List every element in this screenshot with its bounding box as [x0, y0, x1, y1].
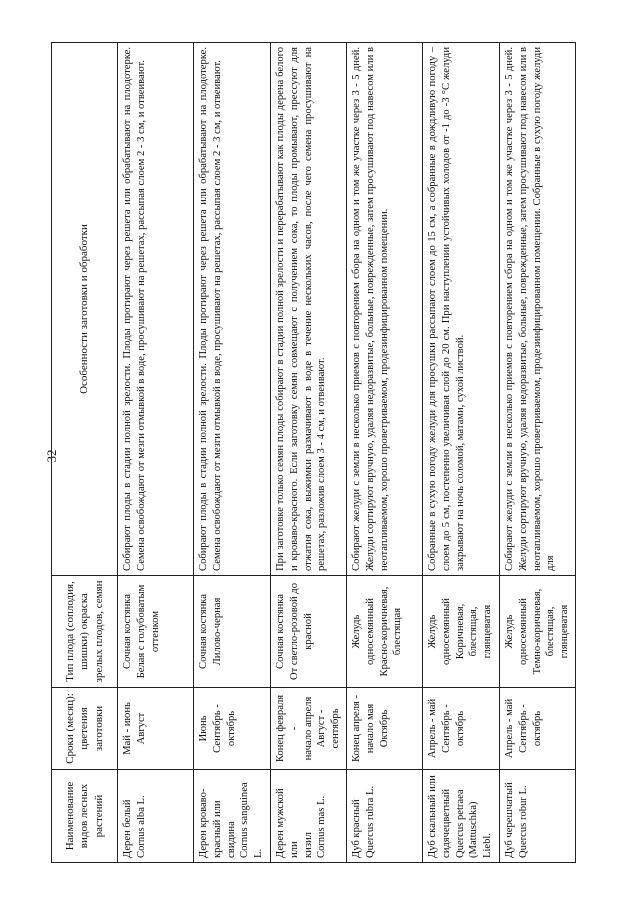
- fruit-cell: [423, 576, 500, 688]
- period-cell-line: Октябрь: [378, 709, 390, 748]
- rotated-table-container: [51, 43, 569, 863]
- period-cell: [423, 688, 500, 770]
- notes-cell: При заготовке только семян плоды собирают в стадии полной зрелости и перерабатывают как плоды дерена белого и кроваво-красного. Если заготовку семян совмещают с получением сока, то плоды промывают, прессуют для отжатия сока, выжимки размачивают в воде в течение нескольких часов, после чего семена просушивают на решетах, разложив слоем 3 - 4 см, и отвеивают.: [271, 43, 347, 576]
- fruit-cell-line: Белая с голубоватым: [135, 584, 147, 679]
- table-row: [500, 43, 576, 863]
- period-cell: [271, 688, 347, 770]
- species-cell: [347, 770, 423, 863]
- period-cell: [500, 688, 576, 770]
- species-cell-line: Cornus sanguinea L.: [239, 782, 265, 858]
- species-cell-line: сидячецветный: [440, 788, 452, 858]
- period-cell-line: Август - сентябрь: [316, 708, 342, 749]
- page-number: 32: [44, 449, 59, 463]
- fruit-cell-line: Сочная костянка: [275, 594, 286, 669]
- fruit-cell-line: блестящая, глянцеватая: [545, 604, 571, 659]
- seed-harvest-table: [51, 42, 576, 863]
- species-cell-line: Дерен кроваво-: [198, 788, 209, 858]
- fruit-cell-line: Коричневая, блестящая,: [454, 603, 480, 660]
- species-cell: [271, 770, 347, 863]
- fruit-cell: [347, 576, 423, 688]
- species-cell-line: Quercus petraea: [454, 789, 466, 858]
- period-cell-line: Июнь: [198, 715, 209, 742]
- period-cell-line: октябрь: [531, 710, 543, 747]
- fruit-cell-line: Сочная костянка: [122, 594, 133, 669]
- fruit-cell-line: Сочная костянка: [198, 594, 209, 669]
- fruit-cell: [194, 576, 271, 688]
- period-cell-line: октябрь: [225, 710, 237, 747]
- header-species: Наименование видов лесных растений: [52, 770, 118, 863]
- species-cell-line: Quercus rubra L.: [364, 785, 376, 858]
- period-cell-line: Май - июнь: [122, 702, 133, 755]
- species-cell-line: Дуб скальный или: [427, 775, 438, 858]
- species-cell-line: Дуб черешчатый: [504, 782, 515, 858]
- period-cell-line: Август: [135, 712, 147, 745]
- species-cell-line: свидина: [225, 821, 237, 858]
- table-row: [118, 43, 194, 863]
- species-cell-line: Дуб красный: [351, 799, 362, 858]
- species-cell-line: Quercus robur L.: [517, 785, 529, 858]
- species-cell-line: красный или: [211, 800, 223, 858]
- species-cell-line: Дерен мужской или: [275, 788, 300, 858]
- period-cell-line: Сентябрь -: [517, 704, 529, 753]
- fruit-cell-line: От светло-розовой до: [288, 583, 300, 680]
- fruit-cell-line: Желудь односемянный: [351, 598, 376, 665]
- fruit-cell-line: Желудь односемянный: [427, 598, 452, 665]
- species-cell: [500, 770, 576, 863]
- table-row: [347, 43, 423, 863]
- species-cell: [423, 770, 500, 863]
- header-fruit-type: Тип плода (соплодия, шишки) окраска зрелых плодов, семян: [52, 576, 118, 688]
- species-cell-line: (Mattuschka) Liebl.: [468, 801, 494, 858]
- period-cell-line: начало апреля: [302, 696, 314, 761]
- notes-cell: Собирают желуди с земли в несколько приемов с повторением сбора на одном и том же участке через 3 - 5 дней. Желуди сортируют вручную, удаляя недоразвитые, больные, поврежденные, затем просушивают под навесом или в неотапливаемом, хорошо проветриваемом, продезинфицированном помещении. Собранные в сухую погоду желуди для: [500, 43, 576, 576]
- table-row: [271, 43, 347, 863]
- period-cell: [118, 688, 194, 770]
- notes-cell: Собирают желуди с земли в несколько приемов с повторением сбора на одном и том же участке через 3 - 5 дней. Желуди сортируют вручную, удаляя недоразвитые, больные, поврежденные, затем просушивают под навесом или в неотапливаемом, хорошо проветриваемом, продезинфицированном помещении.: [347, 43, 423, 576]
- period-cell-line: Сентябрь -: [211, 704, 223, 753]
- fruit-cell-line: Желудь односемянный: [504, 598, 529, 665]
- species-cell: [118, 770, 194, 863]
- species-cell-line: Дерен белый: [122, 799, 133, 858]
- fruit-cell-line: Лилово-черная: [211, 597, 223, 666]
- species-cell: [194, 770, 271, 863]
- period-cell-line: Апрель - май: [427, 698, 438, 759]
- fruit-cell-line: Темно-коричневая,: [531, 588, 543, 675]
- fruit-cell-line: красной: [302, 613, 314, 650]
- species-cell-line: Cornus alba L.: [135, 795, 147, 858]
- period-cell-line: начало мая: [364, 703, 376, 754]
- fruit-cell-line: оттенком: [149, 610, 161, 653]
- fruit-cell-line: глянцеватая: [482, 604, 494, 659]
- period-cell-line: Конец февраля -: [275, 694, 300, 763]
- fruit-cell: [118, 576, 194, 688]
- table-row: [194, 43, 271, 863]
- fruit-cell-line: блестящая: [392, 607, 404, 656]
- table-header-row: [52, 43, 118, 863]
- notes-cell: Собранные в сухую погоду желуди для просушки рассыпают слоем до 15 см, а собранные в дождливую погоду – слоем до 5 см, постепенно увеличивая слой до 20 см. При наступлении устойчивых холодов от -1 до -3 °C желуди закрывают на ночь соломой, матами, сухой листвой.: [423, 43, 500, 576]
- period-cell-line: Апрель - май: [504, 698, 515, 759]
- fruit-cell-line: Красно-коричневая,: [378, 586, 390, 677]
- notes-cell: Собирают плоды в стадии полной зрелости. Плоды протирают через решета или обрабатывают на плодотерке. Семена освобождают от мезги отмывкой в воде, просушивают на решетах, рассыпая слоем 2 - 3 см, и отвеивают.: [118, 43, 194, 576]
- species-cell-line: Cornus mas L.: [316, 795, 328, 858]
- header-period: Сроки (месяц): цветения заготовки: [52, 688, 118, 770]
- period-cell-line: Конец апреля -: [351, 694, 362, 763]
- period-cell-line: Сентябрь -: [440, 704, 452, 753]
- notes-cell: Собирают плоды в стадии полной зрелости. Плоды протирают через решета или обрабатывают на плодотерке. Семена освобождают от мезги отмывкой в воде, просушивают на решетах, рассыпая слоем 2 - 3 см, и отвеивают.: [194, 43, 271, 576]
- header-notes: Особенности заготовки и обработки: [52, 43, 118, 576]
- period-cell: [194, 688, 271, 770]
- fruit-cell: [500, 576, 576, 688]
- period-cell: [347, 688, 423, 770]
- fruit-cell: [271, 576, 347, 688]
- species-cell-line: кизил: [302, 832, 314, 858]
- period-cell-line: октябрь: [454, 710, 466, 747]
- table-row: [423, 43, 500, 863]
